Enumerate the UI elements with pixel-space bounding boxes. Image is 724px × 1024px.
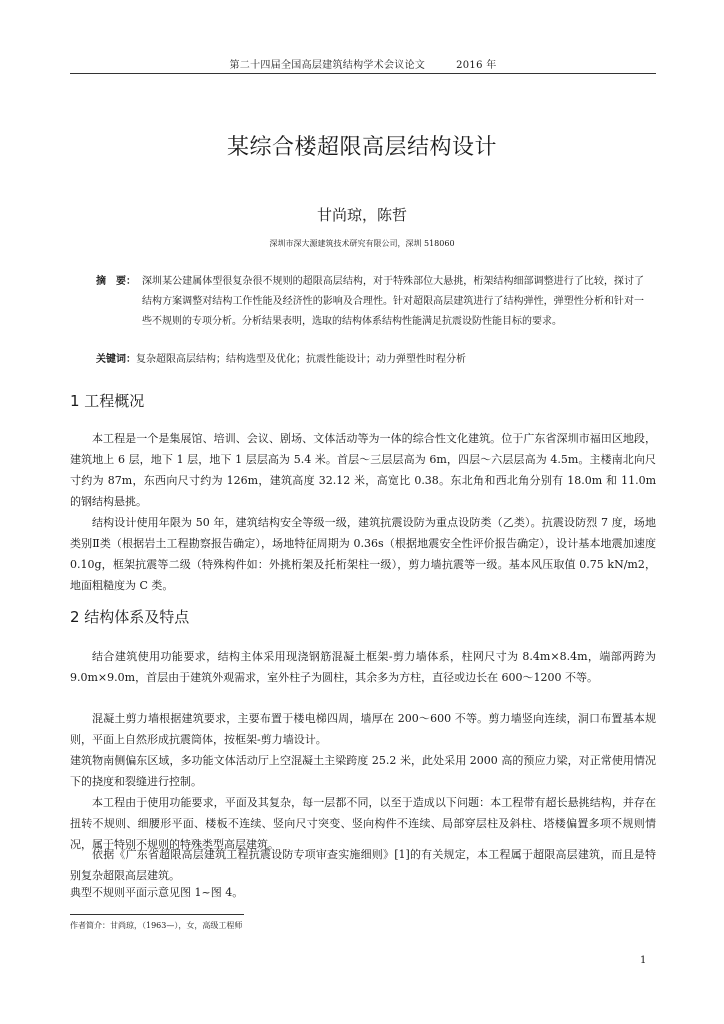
paper-title: 某综合楼超限高层结构设计 [226,135,497,160]
keywords-label: 关键词： [96,354,136,365]
body-paragraph: 本工程由于使用功能要求，平面及其复杂，每一层都不同，以至于造成以下问题：本工程带有超长悬挑结构，并存在扭转不规则、细腰形平面、楼板不连续、竖向尺寸突变、竖向构件不连续、局部穿层柱及斜柱、塔楼偏置多项不规则情况，属于特别不规则的特殊类型高层建筑。 [70,796,656,851]
body-paragraph: 建筑物南侧偏东区域，多功能文体活动厅上空混凝土主梁跨度 25.2 米，此处采用 2000 高的预应力梁，对正常使用情况下的挠度和裂缝进行控制。 [70,754,656,788]
page-number: 1 [640,955,647,966]
abstract-block [96,272,644,332]
body-paragraph: 结合建筑使用功能要求，结构主体采用现浇钢筋混凝土框架-剪力墙体系，柱网尺寸为 8.4m×8.4m，端部两跨为 9.0m×9.0m，首层由于建筑外观需求，室外柱子为圆柱，其余多为方柱，直径或边长在 600～1200 不等。 [70,650,656,684]
abstract-label: 摘 要： [96,276,136,287]
section-heading: 1 工程概况 [70,392,145,410]
paper-authors: 甘尚琼，陈哲 [316,206,407,224]
body-paragraph: 依据《广东省超限高层建筑工程抗震设防专项审查实施细则》[1]的有关规定，本工程属于超限高层建筑，而且是特别复杂超限高层建筑。 [70,848,656,882]
section-heading: 2 结构体系及特点 [70,608,190,626]
running-header: 第二十四届全国高层建筑结构学术会议论文 2016 年 [229,60,497,71]
body-paragraph: 结构设计使用年限为 50 年，建筑结构安全等级一级，建筑抗震设防为重点设防类（乙类）。抗震设防烈 7 度，场地类别Ⅱ类（根据岩土工程勘察报告确定），场地特征周期为 0.36s（根据地震安全性评价报告确定），设计基本地震加速度 0.10g，框架抗震等二级（特殊构件如：外挑桁架及托桁架柱一级），剪力墙抗震等一级。基本风压取值 0.75 kN/m2，地面粗糙度为 C 类。 [70,516,656,592]
footnote-rule [70,914,244,915]
body-paragraph: 混凝土剪力墙根据建筑要求，主要布置于楼电梯四周，墙厚在 200～600 不等。剪力墙竖向连续，洞口布置基本规则，平面上自然形成抗震筒体，按框架-剪力墙设计。 [70,712,656,746]
header-rule [70,73,656,74]
keywords-block [96,352,644,368]
keywords-text: 复杂超限高层结构；结构选型及优化；抗震性能设计；动力弹塑性时程分析 [136,354,466,365]
body-paragraph: 典型不规则平面示意见图 1~图 4。 [70,886,244,899]
author-footnote: 作者简介：甘尚琼，（1963—），女，高级工程师 [70,921,243,930]
body-paragraph: 本工程是一个是集展馆、培训、会议、剧场、文体活动等为一体的综合性文化建筑。位于广东省深圳市福田区地段，建筑地上 6 层，地下 1 层，地下 1 层层高为 5.4 米。首层～三层层高为 6m，四层～六层层高为 4.5m。主楼南北向尺寸约为 87m，东西向尺寸约为 126m，建筑高度 32.12 米，高宽比 0.38。东北角和西北角分别有 18.0m 和 11.0m 的钢结构悬挑。 [70,432,656,508]
author-affiliation: 深圳市深大源建筑技术研究有限公司，深圳 518060 [269,239,455,248]
abstract-text: 深圳某公建属体型很复杂很不规则的超限高层结构，对于特殊部位大悬挑，桁架结构细部调整进行了比较，探讨了结构方案调整对结构工作性能及经济性的影响及合理性。针对超限高层建筑进行了结构弹性，弹塑性分析和针对一些不规则的专项分析。分析结果表明，选取的结构体系结构性能满足抗震设防性能目标的要求。 [142,276,644,327]
